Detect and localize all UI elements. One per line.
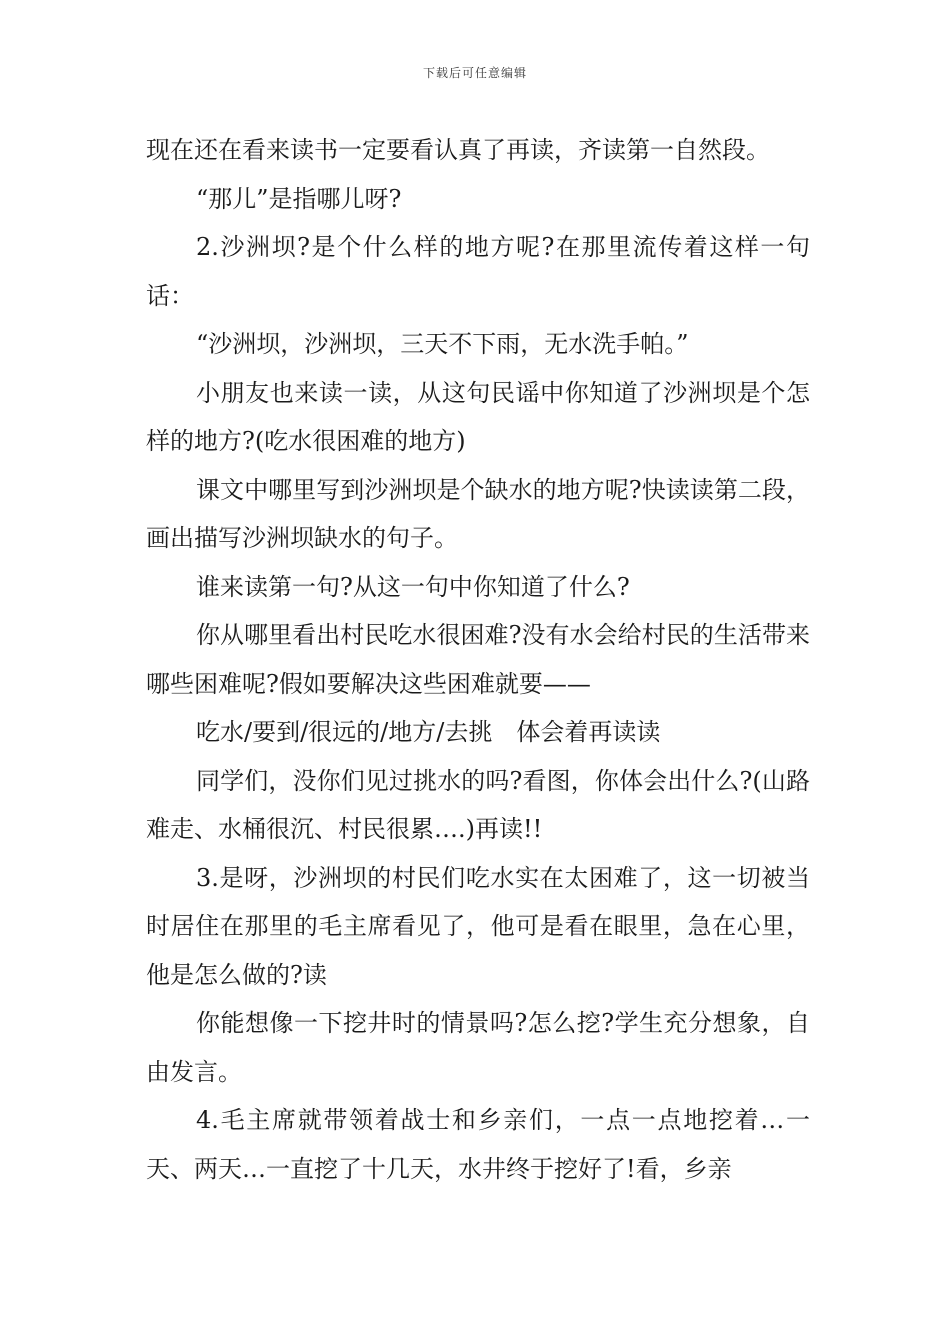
paragraph-5: 小朋友也来读一读，从这句民谣中你知道了沙洲坝是个怎样的地方?(吃水很困难的地方) bbox=[146, 378, 810, 455]
paragraph-8: 你从哪里看出村民吃水很困难?没有水会给村民的生活带来哪些困难呢?假如要解决这些困难就要—— bbox=[146, 621, 810, 698]
document-body bbox=[146, 126, 810, 1193]
paragraph-12: 你能想像一下挖井时的情景吗?怎么挖?学生充分想象，自由发言。 bbox=[146, 1009, 810, 1086]
paragraph-7: 谁来读第一句?从这一句中你知道了什么? bbox=[196, 572, 630, 601]
paragraph-13: 4.毛主席就带领着战士和乡亲们，一点一点地挖着…一天、两天…一直挖了十几天，水井终于挖好了!看，乡亲 bbox=[146, 1106, 810, 1183]
paragraph-9: 吃水/要到/很远的/地方/去挑 体会着再读读 bbox=[196, 718, 661, 746]
paragraph-4: “沙洲坝，沙洲坝，三天不下雨，无水洗手帕。” bbox=[196, 330, 689, 358]
paragraph-1: 现在还在看来读书一定要看认真了再读，齐读第一自然段。 bbox=[146, 136, 770, 164]
paragraph-2: “那儿”是指哪儿呀? bbox=[196, 184, 402, 213]
paragraph-6: 课文中哪里写到沙洲坝是个缺水的地方呢?快读读第二段，画出描写沙洲坝缺水的句子。 bbox=[146, 475, 810, 552]
paragraph-11: 3.是呀，沙洲坝的村民们吃水实在太困难了，这一切被当时居住在那里的毛主席看见了，他可是看在眼里，急在心里，他是怎么做的?读 bbox=[146, 863, 810, 989]
paragraph-10: 同学们，没你们见过挑水的吗?看图，你体会出什么?(山路难走、水桶很沉、村民很累….)再读!! bbox=[146, 766, 810, 843]
page-header: 下载后可任意编辑 bbox=[422, 66, 527, 80]
paragraph-3: 2.沙洲坝?是个什么样的地方呢?在那里流传着这样一句话： bbox=[146, 233, 810, 310]
